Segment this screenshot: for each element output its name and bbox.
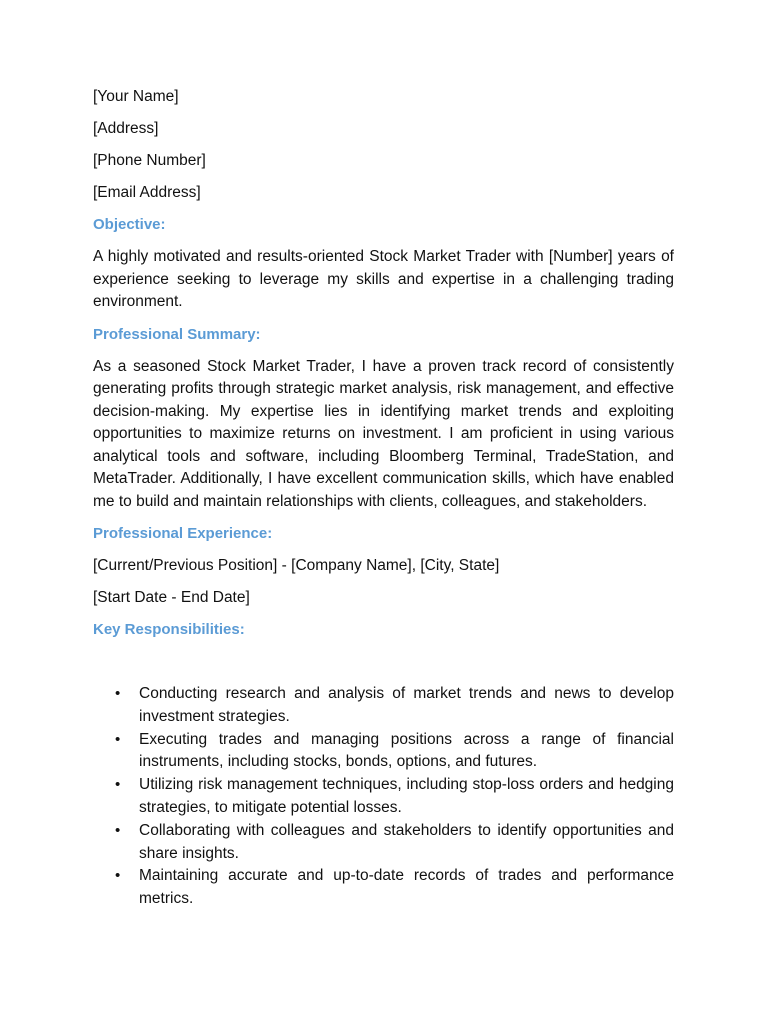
list-item — [93, 729, 674, 775]
list-item-text: Utilizing risk management techniques, including stop-loss orders and hedging strategies, to mitigate potential losses. — [139, 776, 674, 816]
list-item — [93, 820, 674, 866]
list-item-text: Executing trades and managing positions across a range of financial instruments, including stocks, bonds, options, and futures. — [139, 730, 674, 771]
contact-name: [Your Name] — [93, 88, 179, 105]
contact-email: [Email Address] — [93, 184, 201, 201]
objective-text: A highly motivated and results-oriented Stock Market Trader with [Number] years of experience seeking to leverage my skills and expertise in a challenging trading environment. — [93, 248, 674, 310]
experience-heading: Professional Experience: — [93, 525, 273, 542]
experience-position: [Current/Previous Position] - [Company Name], [City, State] — [93, 557, 500, 574]
bullet-icon: • — [115, 821, 121, 839]
responsibilities-heading: Key Responsibilities: — [93, 621, 245, 638]
list-item-text: Collaborating with colleagues and stakeholders to identify opportunities and share insights. — [139, 821, 674, 862]
bullet-icon: • — [115, 776, 121, 794]
contact-phone: [Phone Number] — [93, 152, 206, 169]
bullet-icon: • — [115, 685, 121, 702]
list-item-text: Conducting research and analysis of market trends and news to develop investment strategies. — [139, 685, 674, 725]
list-item-text: Maintaining accurate and up-to-date records of trades and performance metrics. — [139, 867, 674, 908]
bullet-icon: • — [115, 730, 121, 748]
bullet-icon: • — [115, 867, 121, 885]
responsibilities-list — [93, 683, 674, 911]
experience-dates: [Start Date - End Date] — [93, 589, 250, 606]
contact-address: [Address] — [93, 120, 159, 137]
list-item — [93, 683, 674, 729]
summary-text: As a seasoned Stock Market Trader, I have a proven track record of consistently generating profits through strategic market analysis, risk management, and effective decision-making. My expertise lies in identifying market trends and exploiting opportunities to maximize returns on investment. I am proficient in using various analytical tools and software, including Bloomberg Terminal, TradeStation, and MetaTrader. Additionally, I have excellent communication skills, which have enabled me to build and maintain relationships with clients, colleagues, and stakeholders. — [93, 357, 674, 510]
list-item — [93, 865, 674, 911]
list-item — [93, 774, 674, 820]
summary-heading: Professional Summary: — [93, 325, 261, 343]
objective-heading: Objective: — [93, 216, 166, 233]
